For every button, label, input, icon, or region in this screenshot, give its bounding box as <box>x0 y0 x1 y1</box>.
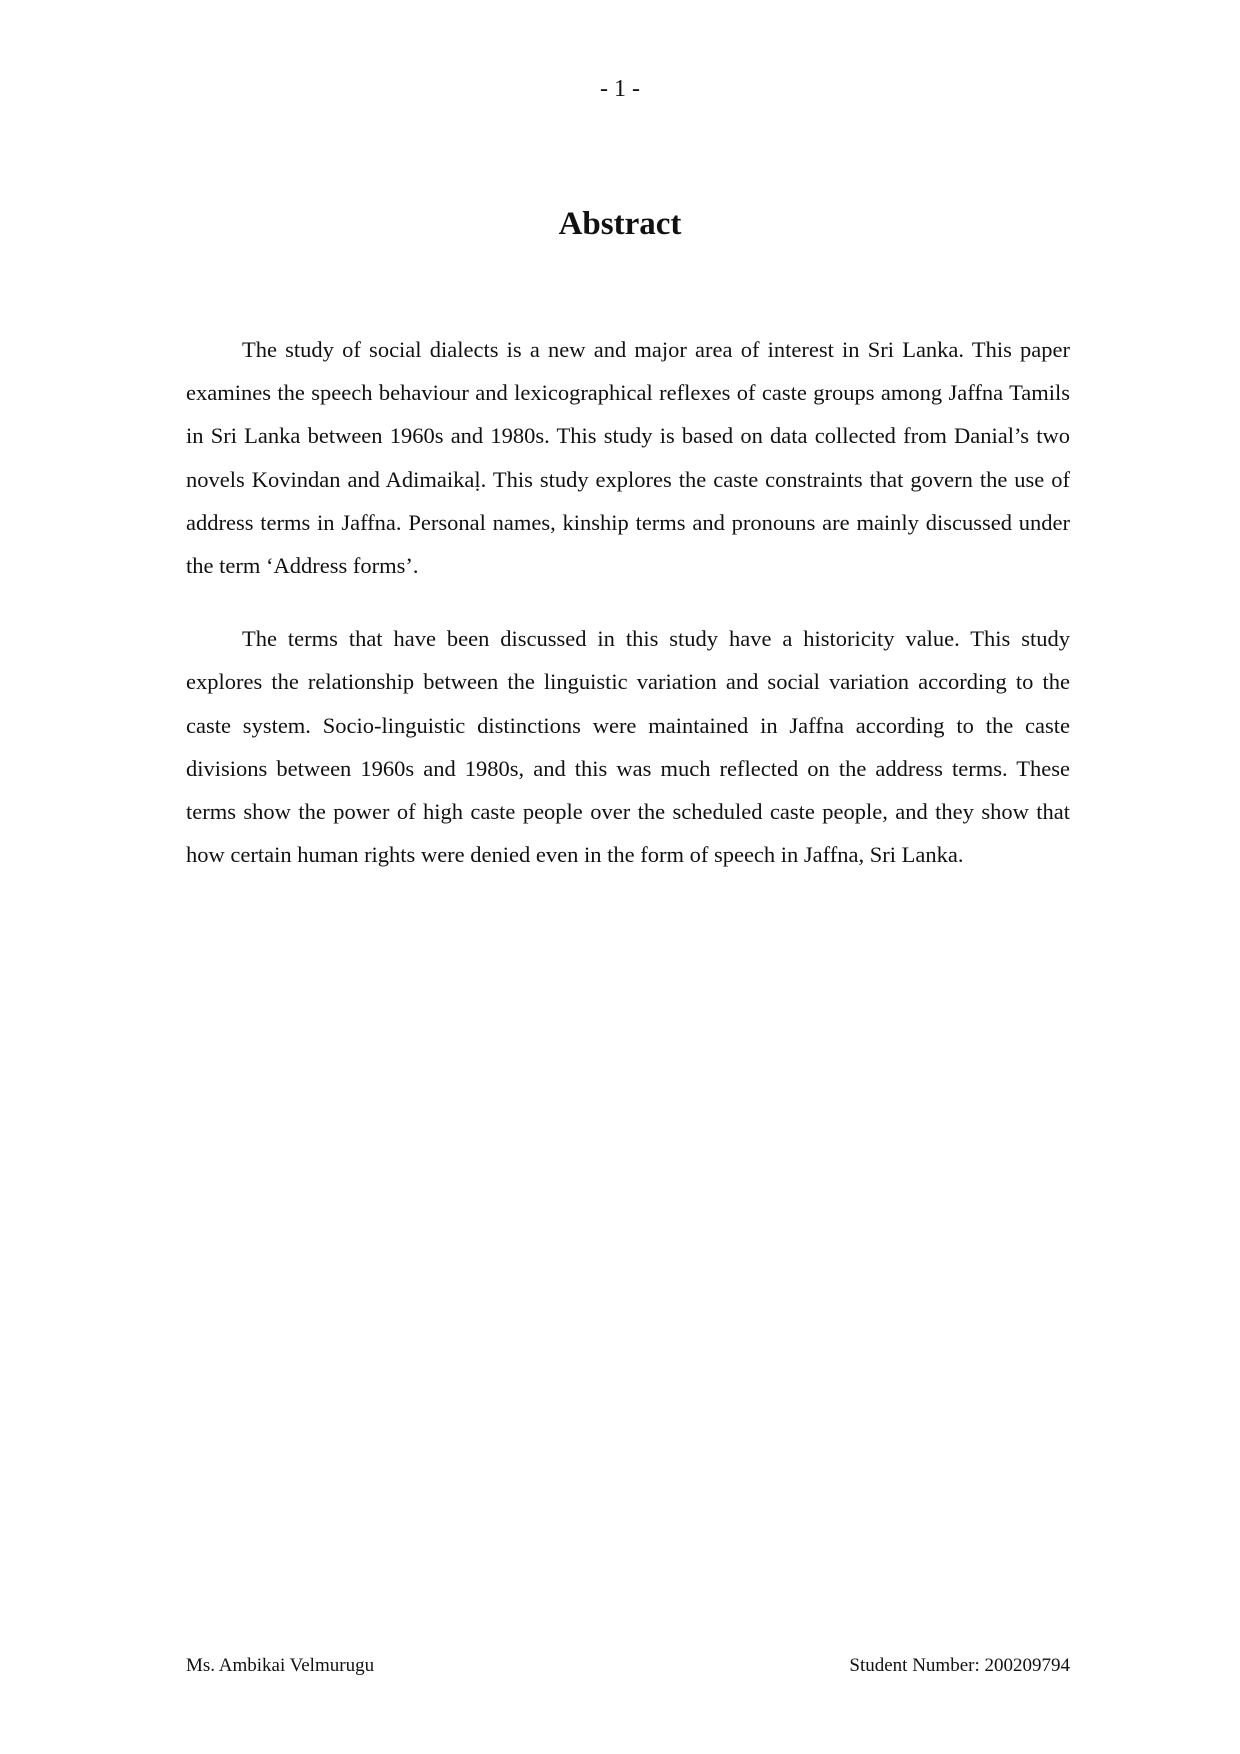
abstract-title: Abstract <box>558 206 682 242</box>
abstract-paragraph-1: The study of social dialects is a new and major area of interest in Sri Lanka. This paper examines the speech behaviour and lexicographical reflexes of caste groups among Jaffna Tamils in Sri Lanka between 1960s and 1980s. This study is based on data collected from Danial’s two novels Kovindan and Adimaikaḷ. This study explores the caste constraints that govern the use of address terms in Jaffna. Personal names, kinship terms and pronouns are mainly discussed under the term ‘Address forms’. <box>186 337 1070 579</box>
abstract-paragraph-2: The terms that have been discussed in this study have a historicity value. This study explores the relationship between the linguistic variation and social variation according to the caste system. Socio-linguistic distinctions were maintained in Jaffna according to the caste divisions between 1960s and 1980s, and this was much reflected on the address terms. These terms show the power of high caste people over the scheduled caste people, and they show that how certain human rights were denied even in the form of speech in Jaffna, Sri Lanka. <box>186 626 1070 868</box>
footer-student-number: Student Number: 200209794 <box>849 1655 1070 1676</box>
page-number: - 1 - <box>600 76 640 102</box>
abstract-body <box>186 328 1070 906</box>
footer-author: Ms. Ambikai Velmurugu <box>186 1655 375 1676</box>
page-footer <box>186 1654 1070 1678</box>
